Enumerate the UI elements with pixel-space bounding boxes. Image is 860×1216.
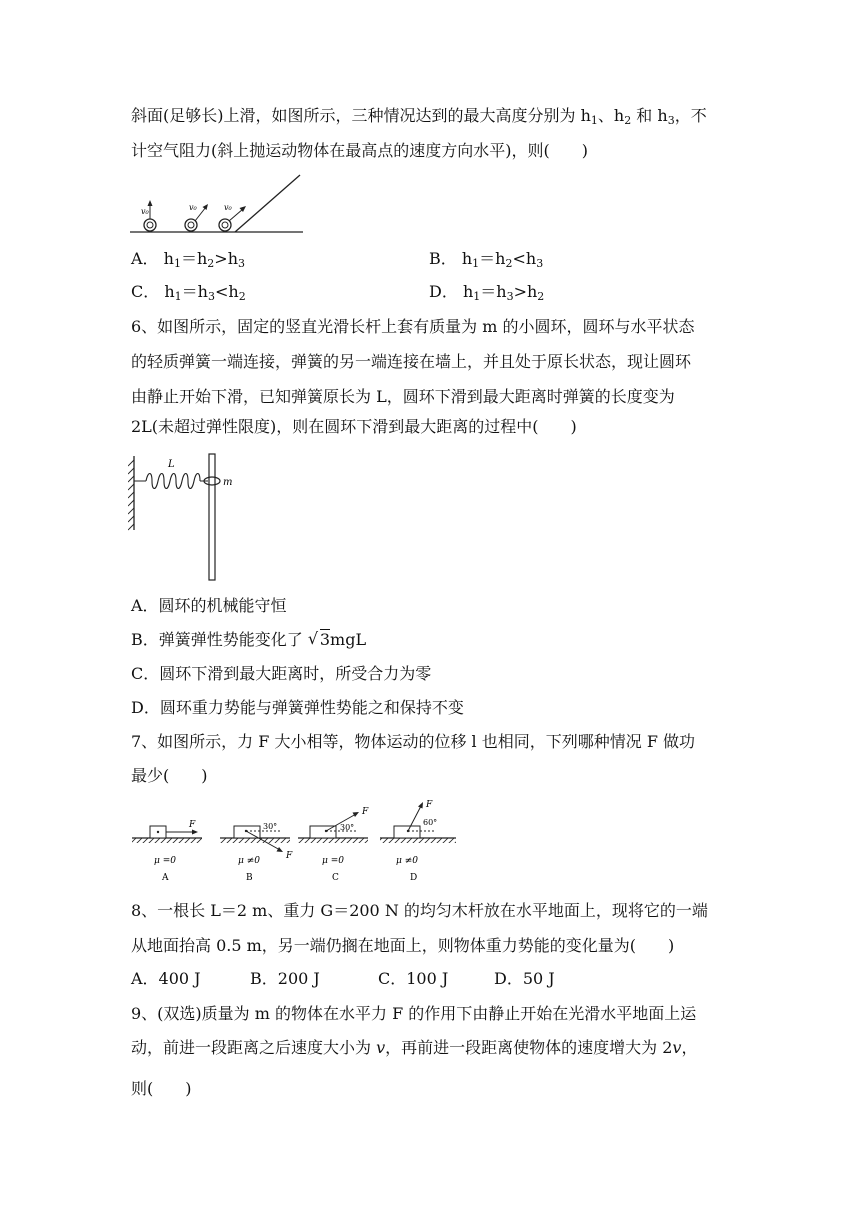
svg-text:30°: 30° [263, 822, 278, 831]
svg-text:30°: 30° [340, 823, 355, 832]
svg-text:F: F [362, 807, 369, 817]
q8-option-b[interactable]: B．200 J [250, 969, 320, 988]
q5-v0-label: v₀ [189, 203, 197, 212]
q5-stem-line1: 斜面(足够长)上滑，如图所示，三种情况达到的最大高度分别为 $h_1$、$h_2$ 和 $h_3$，不 [131, 106, 707, 127]
svg-text:A: A [162, 873, 169, 883]
q8-stem-line1: 8、一根长 L＝2 m、重力 G＝200 N 的均匀木杆放在水平地面上，现将它的一端 [131, 901, 708, 920]
q5-option-d[interactable]: D． $h_1=h_3>h_2$ [429, 282, 545, 303]
q6-option-a[interactable]: A．圆环的机械能守恒 [131, 596, 287, 615]
ring-1 [141, 200, 156, 231]
svg-text:μ =0: μ =0 [322, 856, 344, 866]
ring-2 [185, 203, 208, 231]
q7-figure [130, 796, 460, 888]
q6-option-c[interactable]: C．圆环下滑到最大距离时，所受合力为零 [131, 664, 432, 683]
ring-3 [219, 203, 246, 231]
svg-text:F: F [286, 851, 293, 861]
q8-option-a[interactable]: A．400 J [131, 969, 201, 988]
q5-v0-label: v₀ [141, 207, 149, 216]
svg-text:μ =0: μ =0 [154, 856, 176, 866]
q5-v0-label: v₀ [224, 203, 232, 212]
q5-option-b[interactable]: B． $h_1=h_2<h_3$ [429, 249, 544, 270]
q6-figure [128, 450, 238, 585]
svg-text:F: F [189, 820, 196, 830]
panel-c [298, 807, 369, 883]
svg-text:μ ≠0: μ ≠0 [238, 856, 260, 866]
q6-option-d[interactable]: D．圆环重力势能与弹簧弹性势能之和保持不变 [131, 698, 464, 717]
q6-option-b[interactable]: B．弹簧弹性势能变化了 √ 3mgL [131, 629, 366, 651]
q5-option-c[interactable]: C． $h_1=h_3<h_2$ [131, 282, 246, 303]
q9-stem-line3: 则( ) [131, 1079, 192, 1098]
svg-text:D: D [410, 873, 418, 883]
svg-text:F: F [426, 800, 433, 810]
q9-stem-line2: 动，前进一段距离之后速度大小为 v，再前进一段距离使物体的速度增大为 2v， [131, 1038, 698, 1057]
q7-stem-line2: 最少( ) [131, 766, 208, 785]
svg-text:60°: 60° [423, 818, 438, 827]
svg-text:C: C [332, 873, 339, 883]
q8-stem-line2: 从地面抬高 0.5 m，另一端仍搁在地面上，则物体重力势能的变化量为( ) [131, 936, 675, 955]
q5-figure [128, 170, 308, 236]
svg-text:μ ≠0: μ ≠0 [396, 856, 418, 866]
q5-option-a[interactable]: A． $h_1=h_2>h_3$ [131, 249, 245, 270]
panel-b [220, 822, 293, 883]
q6-stem-line1: 6、如图所示，固定的竖直光滑长杆上套有质量为 m 的小圆环，圆环与水平状态 [131, 317, 695, 336]
panel-d [380, 800, 456, 883]
panel-a [132, 820, 202, 883]
q6-stem-line3: 由静止开始下滑，已知弹簧原长为 L，圆环下滑到最大距离时弹簧的长度变为 [131, 387, 675, 406]
spring-length-label: L [168, 459, 175, 470]
svg-text:B: B [246, 873, 253, 883]
ring-mass-label: m [223, 477, 233, 488]
q7-stem-line1: 7、如图所示，力 F 大小相等，物体运动的位移 l 也相同，下列哪种情况 F 做功 [131, 732, 696, 751]
q8-option-c[interactable]: C．100 J [378, 969, 449, 988]
q8-option-d[interactable]: D．50 J [494, 969, 555, 988]
q6-stem-line4: 2L(未超过弹性限度)，则在圆环下滑到最大距离的过程中( ) [131, 417, 577, 436]
q6-stem-line2: 的轻质弹簧一端连接，弹簧的另一端连接在墙上，并且处于原长状态，现让圆环 [131, 352, 692, 371]
q5-stem-line2: 计空气阻力(斜上抛运动物体在最高点的速度方向水平)，则( ) [131, 141, 588, 160]
q9-stem-line1: 9、(双选)质量为 m 的物体在水平力 F 的作用下由静止开始在光滑水平地面上运 [131, 1004, 697, 1023]
